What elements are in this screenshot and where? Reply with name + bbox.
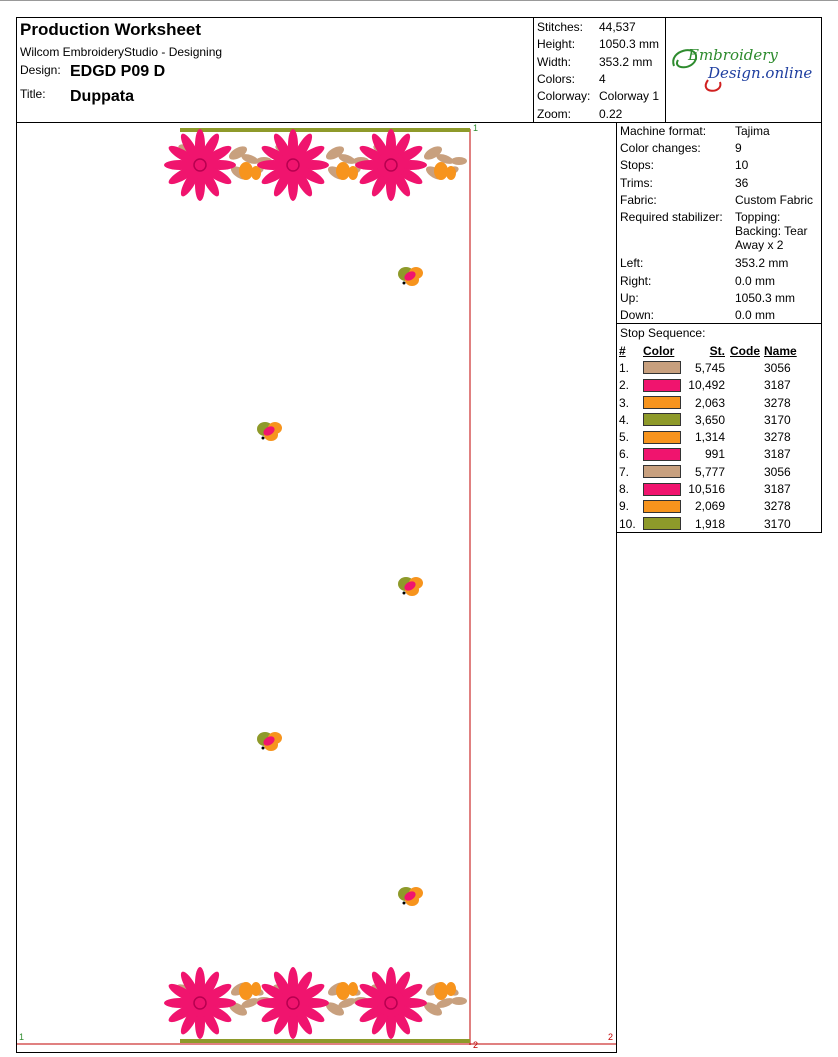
stop-color	[643, 498, 683, 515]
marker-1-top: 1	[473, 123, 479, 133]
machine-label: Machine format:	[620, 124, 707, 138]
marker-2-bottom: 2	[473, 1040, 479, 1050]
stop-code	[727, 428, 764, 445]
bottom-floral-border	[164, 967, 467, 1039]
col-st: St.	[709, 343, 725, 358]
machine-value: Custom Fabric	[735, 193, 814, 207]
machine-value: 0.0 mm	[735, 274, 776, 288]
machine-value: 1050.3 mm	[735, 291, 796, 305]
color-swatch	[643, 379, 681, 392]
stat-value: 353.2 mm	[599, 55, 653, 69]
machine-value: 353.2 mm	[735, 256, 789, 270]
machine-value: 36	[735, 176, 749, 190]
stop-color	[643, 480, 683, 497]
stop-num: 6.	[619, 447, 630, 462]
software-name: Wilcom EmbroideryStudio - Designing	[20, 45, 223, 59]
stop-name: 3170	[764, 516, 791, 531]
stop-name: 3278	[764, 430, 791, 445]
stat-label: Stitches:	[537, 20, 584, 34]
stat-value: 44,537	[599, 20, 636, 34]
stop-num: 7.	[619, 464, 630, 479]
stat-label: Colors:	[537, 72, 576, 86]
stop-name: 3170	[764, 412, 791, 427]
machine-label: Color changes:	[620, 141, 701, 155]
stop-name: 3056	[764, 360, 791, 375]
col-name: Name	[764, 343, 797, 358]
machine-value: 0.0 mm	[735, 308, 776, 322]
stop-sequence-header	[619, 342, 804, 359]
machine-label: Down:	[620, 308, 655, 322]
stop-color	[643, 446, 683, 463]
machine-label: Up:	[620, 291, 639, 305]
scattered-motifs	[257, 267, 423, 906]
machine-label: Fabric:	[620, 193, 657, 207]
color-swatch	[643, 431, 681, 444]
header-divider-2	[665, 17, 666, 122]
stop-code	[727, 515, 764, 532]
color-swatch	[643, 413, 681, 426]
col-color: Color	[643, 343, 675, 358]
stop-row	[619, 359, 804, 376]
stop-row	[619, 394, 804, 411]
top-floral-border	[164, 129, 467, 201]
stop-row	[619, 377, 804, 394]
stop-num: 4.	[619, 412, 630, 427]
stop-color	[643, 394, 683, 411]
col-num: #	[619, 343, 626, 358]
stop-name: 3187	[764, 482, 791, 497]
stop-name: 3187	[764, 378, 791, 393]
col-code: Code	[730, 343, 760, 358]
color-swatch	[643, 483, 681, 496]
stop-code	[727, 446, 764, 463]
machine-label: Trims:	[620, 176, 653, 190]
stop-color	[643, 411, 683, 428]
stop-code	[727, 463, 764, 480]
color-swatch	[643, 500, 681, 513]
stop-code	[727, 411, 764, 428]
stop-stitches: 2,063	[694, 395, 725, 410]
machine-value: Topping:	[735, 210, 781, 224]
machine-value: 9	[735, 141, 742, 155]
stop-color	[643, 428, 683, 445]
design-value: EDGD P09 D	[70, 63, 166, 80]
stop-sequence-title: Stop Sequence:	[620, 326, 706, 340]
title-value: Duppata	[70, 88, 134, 105]
stat-value: 1050.3 mm	[599, 37, 660, 51]
machine-label: Right:	[620, 274, 652, 288]
stop-num: 8.	[619, 482, 630, 497]
stop-color	[643, 377, 683, 394]
bottom-border-stripe	[180, 1039, 470, 1043]
page-bottom-border	[16, 1052, 617, 1053]
stat-label: Zoom:	[537, 107, 572, 121]
color-swatch	[643, 361, 681, 374]
color-swatch	[643, 448, 681, 461]
worksheet-title: Production Worksheet	[20, 20, 202, 39]
right-border	[821, 17, 822, 533]
design-canvas	[17, 123, 616, 1052]
stop-row	[619, 498, 804, 515]
stat-label: Height:	[537, 37, 576, 51]
stop-row	[619, 515, 804, 532]
stop-row	[619, 428, 804, 445]
stat-value: 0.22	[599, 107, 623, 121]
frame-top	[0, 0, 838, 1]
stop-code	[727, 498, 764, 515]
machine-value: Backing: Tear	[735, 224, 808, 238]
stop-num: 9.	[619, 499, 630, 514]
machine-label: Stops:	[620, 158, 655, 172]
stop-stitches: 991	[704, 447, 725, 462]
stop-stitches: 1,314	[694, 430, 725, 445]
marker-1-bottom: 1	[19, 1032, 25, 1042]
stop-code	[727, 359, 764, 376]
top-border-stripe	[180, 128, 470, 132]
machine-value: 10	[735, 158, 749, 172]
stop-sequence-table	[619, 342, 804, 532]
stop-code	[727, 394, 764, 411]
stop-stitches: 5,777	[694, 464, 725, 479]
stop-color	[643, 515, 683, 532]
info-panel-divider	[616, 122, 617, 1053]
stop-num: 2.	[619, 378, 630, 393]
stop-num: 3.	[619, 395, 630, 410]
stop-code	[727, 480, 764, 497]
stop-stitches: 5,745	[694, 360, 725, 375]
machine-label: Required stabilizer:	[620, 210, 723, 224]
stop-stitches: 10,492	[688, 378, 725, 393]
stop-stitches: 2,069	[694, 499, 725, 514]
stop-row	[619, 411, 804, 428]
stop-name: 3278	[764, 499, 791, 514]
stop-row	[619, 480, 804, 497]
stop-name: 3056	[764, 464, 791, 479]
machine-bottom-border	[616, 323, 822, 324]
logo-line2: Design.online	[708, 64, 813, 82]
color-swatch	[643, 517, 681, 530]
stop-color	[643, 359, 683, 376]
stop-row	[619, 446, 804, 463]
stop-num: 1.	[619, 360, 630, 375]
machine-label: Left:	[620, 256, 644, 270]
color-swatch	[643, 465, 681, 478]
machine-value: Away x 2	[735, 238, 784, 252]
brand-logo	[668, 40, 820, 98]
stat-label: Width:	[537, 55, 572, 69]
stop-stitches: 3,650	[694, 412, 725, 427]
header-top-border	[16, 17, 822, 18]
color-swatch	[643, 396, 681, 409]
stop-num: 5.	[619, 430, 630, 445]
design-label: Design:	[20, 63, 61, 77]
stop-num: 10.	[619, 516, 636, 531]
header-divider-1	[533, 17, 534, 122]
stop-row	[619, 463, 804, 480]
marker-2-right: 2	[608, 1032, 614, 1042]
stat-value: Colorway 1	[599, 89, 660, 103]
stop-stitches: 10,516	[688, 482, 725, 497]
stat-value: 4	[599, 72, 606, 86]
design-preview	[17, 123, 616, 1052]
stop-stitches: 1,918	[694, 516, 725, 531]
stop-name: 3187	[764, 447, 791, 462]
stat-label: Colorway:	[537, 89, 591, 103]
stop-code	[727, 377, 764, 394]
title-label: Title:	[20, 87, 46, 101]
logo-line1: Embroidery	[688, 46, 778, 64]
stop-name: 3278	[764, 395, 791, 410]
machine-value: Tajima	[735, 124, 770, 138]
stop-color	[643, 463, 683, 480]
